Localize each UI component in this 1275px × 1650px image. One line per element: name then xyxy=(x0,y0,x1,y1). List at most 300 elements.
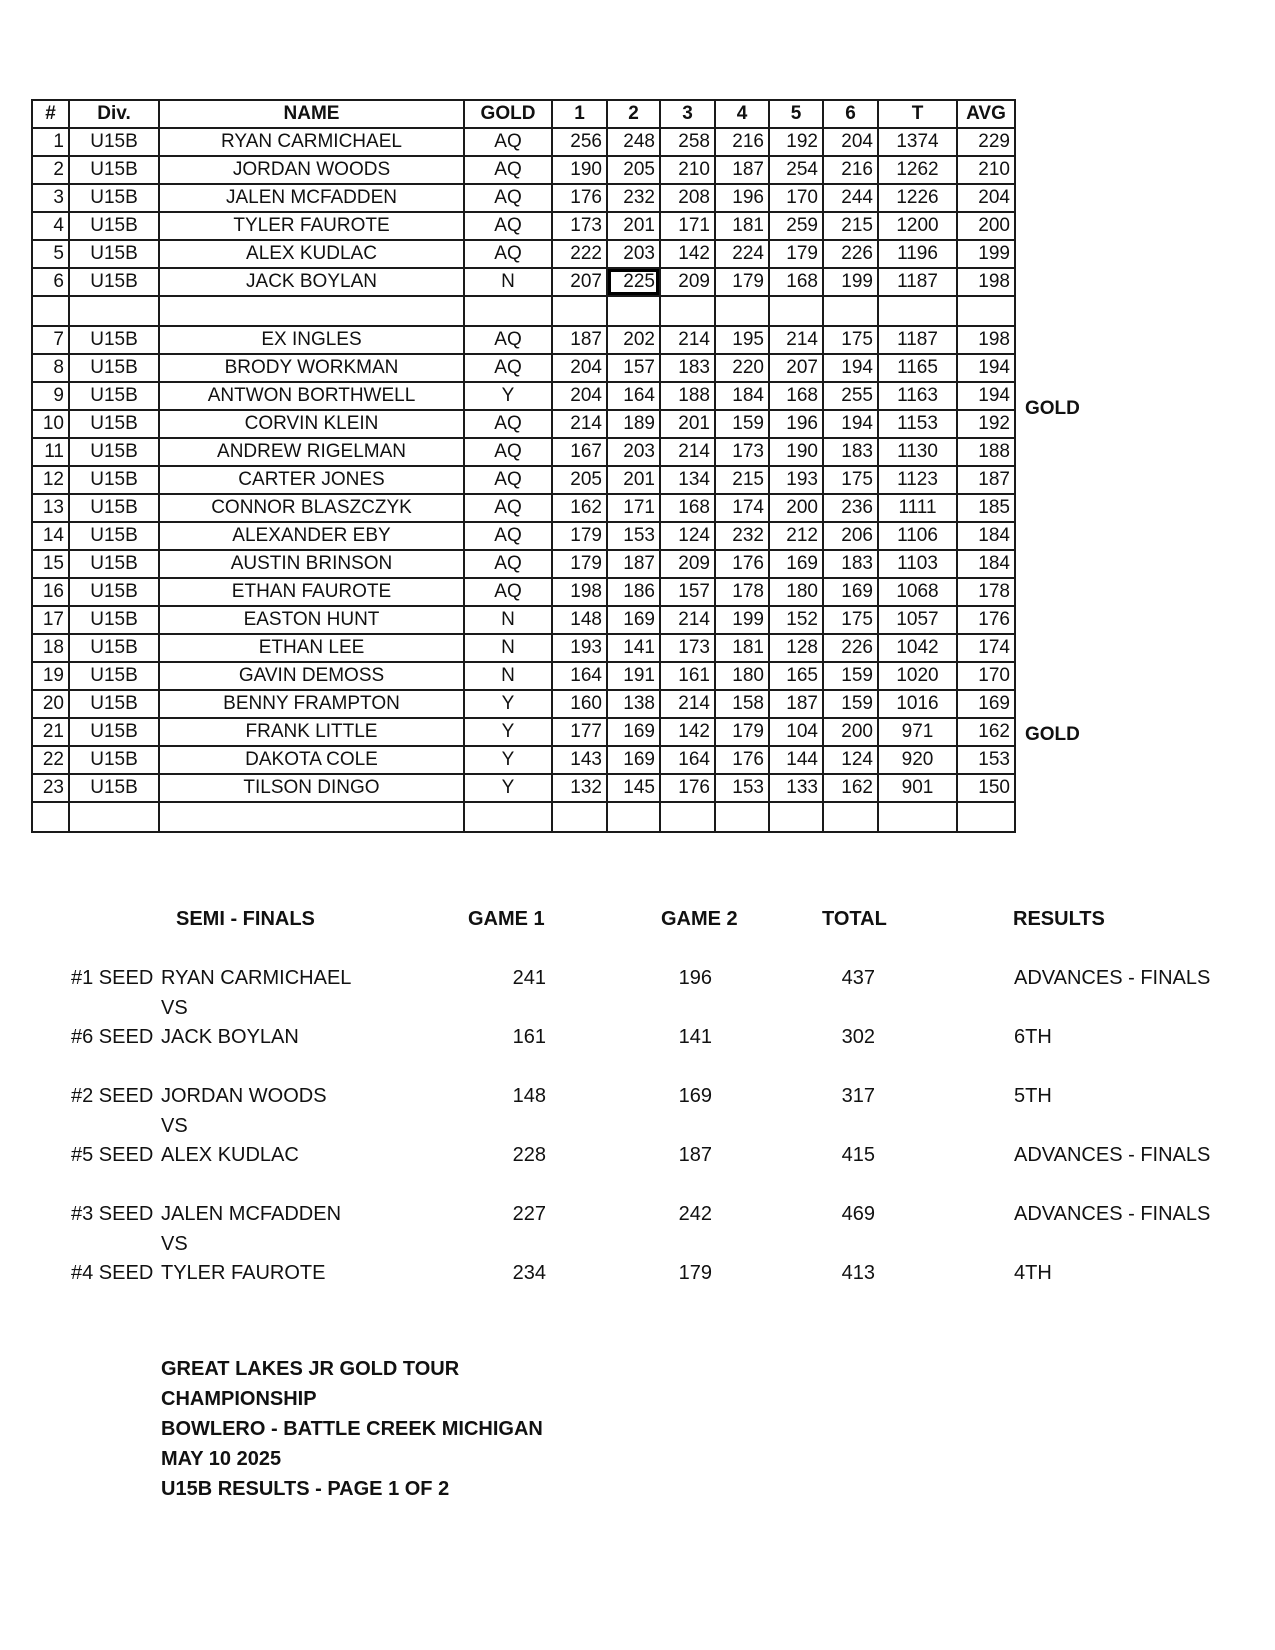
col-header-name: NAME xyxy=(159,100,464,128)
cell-division: U15B xyxy=(69,522,159,550)
cell-rank: 21 xyxy=(32,718,69,746)
cell-game-1: 167 xyxy=(552,438,607,466)
cell-rank: 19 xyxy=(32,662,69,690)
semifinal-game1: 161 xyxy=(512,1026,546,1048)
cell-division: U15B xyxy=(69,550,159,578)
cell-division: U15B xyxy=(69,212,159,240)
cell-gold: AQ xyxy=(464,156,552,184)
semifinal-game2: 242 xyxy=(678,1203,712,1225)
cell-game-2: 169 xyxy=(607,606,660,634)
cell-game-3: 188 xyxy=(660,382,715,410)
cell-total: 1106 xyxy=(878,522,957,550)
empty-cell xyxy=(715,802,769,832)
cell-name: JALEN MCFADDEN xyxy=(159,184,464,212)
cell-game-5: 259 xyxy=(769,212,823,240)
cell-average: 150 xyxy=(957,774,1015,802)
empty-cell xyxy=(552,296,607,326)
cell-rank: 1 xyxy=(32,128,69,156)
cell-gold: AQ xyxy=(464,212,552,240)
cell-rank: 5 xyxy=(32,240,69,268)
cell-total: 1016 xyxy=(878,690,957,718)
table-row xyxy=(32,212,1015,240)
col-header-game-4: 4 xyxy=(715,100,769,128)
event-line-1: GREAT LAKES JR GOLD TOUR xyxy=(161,1358,460,1380)
cell-game-2: 232 xyxy=(607,184,660,212)
cell-average: 169 xyxy=(957,690,1015,718)
cell-division: U15B xyxy=(69,634,159,662)
cell-game-3: 142 xyxy=(660,718,715,746)
cell-gold: AQ xyxy=(464,550,552,578)
table-row xyxy=(32,578,1015,606)
cell-rank: 7 xyxy=(32,326,69,354)
cell-name: ANTWON BORTHWELL xyxy=(159,382,464,410)
cell-division: U15B xyxy=(69,690,159,718)
cell-average: 185 xyxy=(957,494,1015,522)
cell-game-6: 175 xyxy=(823,466,878,494)
table-row xyxy=(32,240,1015,268)
cell-game-3: 173 xyxy=(660,634,715,662)
semifinal-total: 469 xyxy=(841,1203,875,1225)
cell-total: 1200 xyxy=(878,212,957,240)
semifinal-result: ADVANCES - FINALS xyxy=(1014,1203,1211,1225)
cell-game-3: 157 xyxy=(660,578,715,606)
cell-average: 162 xyxy=(957,718,1015,746)
semifinal-name: JALEN MCFADDEN xyxy=(161,1203,342,1225)
cell-name: JORDAN WOODS xyxy=(159,156,464,184)
cell-name: ALEXANDER EBY xyxy=(159,522,464,550)
cell-game-2: 141 xyxy=(607,634,660,662)
cell-game-3: 214 xyxy=(660,438,715,466)
cell-game-2: 157 xyxy=(607,354,660,382)
table-row xyxy=(32,184,1015,212)
cell-game-2: 153 xyxy=(607,522,660,550)
cell-average: 184 xyxy=(957,522,1015,550)
cell-game-4: 158 xyxy=(715,690,769,718)
cell-total: 1042 xyxy=(878,634,957,662)
cell-game-2: 191 xyxy=(607,662,660,690)
cell-game-5: 133 xyxy=(769,774,823,802)
cell-game-6: 226 xyxy=(823,634,878,662)
cell-rank: 6 xyxy=(32,268,69,296)
cell-game-4: 178 xyxy=(715,578,769,606)
empty-cell xyxy=(159,802,464,832)
cell-game-4: 216 xyxy=(715,128,769,156)
cell-total: 1187 xyxy=(878,326,957,354)
cell-game-2: 164 xyxy=(607,382,660,410)
cell-game-1: 176 xyxy=(552,184,607,212)
cell-average: 153 xyxy=(957,746,1015,774)
cell-division: U15B xyxy=(69,494,159,522)
cell-gold: AQ xyxy=(464,494,552,522)
cell-name: BENNY FRAMPTON xyxy=(159,690,464,718)
cell-division: U15B xyxy=(69,718,159,746)
cell-game-6: 159 xyxy=(823,690,878,718)
cell-rank: 13 xyxy=(32,494,69,522)
cell-name: DAKOTA COLE xyxy=(159,746,464,774)
table-spacer-row xyxy=(32,802,1015,832)
cell-total: 1103 xyxy=(878,550,957,578)
cell-game-4: 180 xyxy=(715,662,769,690)
cell-game-3: 183 xyxy=(660,354,715,382)
cell-game-4: 220 xyxy=(715,354,769,382)
gold-qualifier-tag: GOLD xyxy=(1025,398,1080,419)
table-row xyxy=(32,438,1015,466)
cell-game-4: 224 xyxy=(715,240,769,268)
cell-game-2: 225 xyxy=(607,268,660,296)
cell-game-1: 173 xyxy=(552,212,607,240)
cell-average: 187 xyxy=(957,466,1015,494)
cell-game-4: 187 xyxy=(715,156,769,184)
cell-game-4: 176 xyxy=(715,746,769,774)
semifinal-game2: 187 xyxy=(678,1144,712,1166)
semifinal-seed: #4 SEED xyxy=(71,1262,154,1284)
semifinal-game1: 234 xyxy=(512,1262,546,1284)
cell-name: ALEX KUDLAC xyxy=(159,240,464,268)
cell-game-1: 204 xyxy=(552,382,607,410)
cell-game-2: 189 xyxy=(607,410,660,438)
cell-game-4: 181 xyxy=(715,634,769,662)
cell-gold: AQ xyxy=(464,578,552,606)
cell-total: 1374 xyxy=(878,128,957,156)
semifinal-result: 4TH xyxy=(1014,1262,1052,1284)
empty-cell xyxy=(823,802,878,832)
cell-game-5: 168 xyxy=(769,382,823,410)
cell-average: 198 xyxy=(957,326,1015,354)
cell-rank: 8 xyxy=(32,354,69,382)
cell-gold: AQ xyxy=(464,128,552,156)
cell-total: 1262 xyxy=(878,156,957,184)
cell-game-5: 192 xyxy=(769,128,823,156)
cell-name: CORVIN KLEIN xyxy=(159,410,464,438)
cell-average: 194 xyxy=(957,382,1015,410)
cell-game-1: 190 xyxy=(552,156,607,184)
cell-game-6: 175 xyxy=(823,606,878,634)
cell-game-5: 214 xyxy=(769,326,823,354)
col-header-division: Div. xyxy=(69,100,159,128)
cell-total: 1163 xyxy=(878,382,957,410)
cell-game-6: 244 xyxy=(823,184,878,212)
semifinal-game1: 228 xyxy=(512,1144,546,1166)
cell-game-6: 183 xyxy=(823,550,878,578)
cell-rank: 10 xyxy=(32,410,69,438)
cell-division: U15B xyxy=(69,774,159,802)
cell-game-2: 201 xyxy=(607,212,660,240)
semifinal-seed: #6 SEED xyxy=(71,1026,154,1048)
cell-game-6: 226 xyxy=(823,240,878,268)
cell-game-1: 162 xyxy=(552,494,607,522)
cell-rank: 23 xyxy=(32,774,69,802)
cell-game-3: 168 xyxy=(660,494,715,522)
versus-label: VS xyxy=(161,1233,188,1255)
cell-game-6: 200 xyxy=(823,718,878,746)
cell-game-2: 187 xyxy=(607,550,660,578)
table-row xyxy=(32,522,1015,550)
semifinal-result: ADVANCES - FINALS xyxy=(1014,967,1211,989)
table-row xyxy=(32,774,1015,802)
cell-game-2: 171 xyxy=(607,494,660,522)
cell-game-2: 145 xyxy=(607,774,660,802)
event-line-2: CHAMPIONSHIP xyxy=(161,1388,317,1410)
cell-game-1: 164 xyxy=(552,662,607,690)
cell-game-2: 202 xyxy=(607,326,660,354)
cell-game-6: 159 xyxy=(823,662,878,690)
table-row xyxy=(32,746,1015,774)
cell-rank: 2 xyxy=(32,156,69,184)
semifinal-name: RYAN CARMICHAEL xyxy=(161,967,352,989)
cell-game-6: 194 xyxy=(823,354,878,382)
table-row xyxy=(32,268,1015,296)
col-header-average: AVG xyxy=(957,100,1015,128)
cell-gold: AQ xyxy=(464,522,552,550)
cell-average: 178 xyxy=(957,578,1015,606)
empty-cell xyxy=(957,296,1015,326)
cell-rank: 9 xyxy=(32,382,69,410)
semifinal-total: 437 xyxy=(841,967,875,989)
empty-cell xyxy=(464,296,552,326)
cell-gold: Y xyxy=(464,718,552,746)
cell-game-2: 169 xyxy=(607,718,660,746)
cell-gold: Y xyxy=(464,746,552,774)
cell-total: 1068 xyxy=(878,578,957,606)
empty-cell xyxy=(69,802,159,832)
col-header-total: T xyxy=(878,100,957,128)
cell-game-6: 169 xyxy=(823,578,878,606)
cell-game-1: 193 xyxy=(552,634,607,662)
standings-table xyxy=(31,99,1016,833)
cell-rank: 3 xyxy=(32,184,69,212)
cell-game-3: 209 xyxy=(660,550,715,578)
cell-game-1: 214 xyxy=(552,410,607,438)
cell-game-6: 162 xyxy=(823,774,878,802)
col-header-game-5: 5 xyxy=(769,100,823,128)
cell-game-5: 254 xyxy=(769,156,823,184)
cell-name: RYAN CARMICHAEL xyxy=(159,128,464,156)
cell-gold: AQ xyxy=(464,240,552,268)
cell-game-1: 179 xyxy=(552,550,607,578)
cell-gold: N xyxy=(464,606,552,634)
semifinal-game1: 148 xyxy=(512,1085,546,1107)
col-header-game-1: 1 xyxy=(552,100,607,128)
empty-cell xyxy=(823,296,878,326)
cell-rank: 22 xyxy=(32,746,69,774)
semifinal-name: TYLER FAUROTE xyxy=(161,1262,326,1284)
cell-game-3: 176 xyxy=(660,774,715,802)
cell-name: GAVIN DEMOSS xyxy=(159,662,464,690)
cell-total: 1226 xyxy=(878,184,957,212)
cell-game-4: 196 xyxy=(715,184,769,212)
event-line-4: MAY 10 2025 xyxy=(161,1448,282,1470)
empty-cell xyxy=(878,296,957,326)
semifinal-total: 413 xyxy=(841,1262,875,1284)
empty-cell xyxy=(607,802,660,832)
semifinal-game2: 196 xyxy=(678,967,712,989)
cell-gold: AQ xyxy=(464,184,552,212)
versus-label: VS xyxy=(161,1115,188,1137)
cell-game-3: 201 xyxy=(660,410,715,438)
table-row xyxy=(32,718,1015,746)
cell-rank: 17 xyxy=(32,606,69,634)
cell-name: EX INGLES xyxy=(159,326,464,354)
semifinals-total-header: TOTAL xyxy=(822,908,887,930)
cell-game-1: 198 xyxy=(552,578,607,606)
cell-division: U15B xyxy=(69,128,159,156)
table-row xyxy=(32,326,1015,354)
empty-cell xyxy=(159,296,464,326)
semifinal-total: 317 xyxy=(841,1085,875,1107)
cell-game-5: 152 xyxy=(769,606,823,634)
cell-game-1: 256 xyxy=(552,128,607,156)
cell-game-5: 207 xyxy=(769,354,823,382)
semifinal-game2: 179 xyxy=(678,1262,712,1284)
cell-game-5: 170 xyxy=(769,184,823,212)
cell-total: 1111 xyxy=(878,494,957,522)
cell-game-5: 190 xyxy=(769,438,823,466)
cell-gold: N xyxy=(464,662,552,690)
cell-average: 200 xyxy=(957,212,1015,240)
cell-gold: AQ xyxy=(464,438,552,466)
table-row xyxy=(32,410,1015,438)
cell-name: BRODY WORKMAN xyxy=(159,354,464,382)
cell-division: U15B xyxy=(69,268,159,296)
table-row xyxy=(32,354,1015,382)
cell-game-3: 164 xyxy=(660,746,715,774)
cell-game-5: 212 xyxy=(769,522,823,550)
cell-game-6: 194 xyxy=(823,410,878,438)
cell-game-3: 124 xyxy=(660,522,715,550)
cell-gold: Y xyxy=(464,774,552,802)
gold-qualifier-tag: GOLD xyxy=(1025,724,1080,745)
cell-game-5: 200 xyxy=(769,494,823,522)
cell-division: U15B xyxy=(69,156,159,184)
cell-total: 1130 xyxy=(878,438,957,466)
semifinal-seed: #1 SEED xyxy=(71,967,154,989)
cell-total: 1153 xyxy=(878,410,957,438)
cell-game-2: 169 xyxy=(607,746,660,774)
table-row xyxy=(32,382,1015,410)
cell-game-6: 199 xyxy=(823,268,878,296)
semifinal-game2: 169 xyxy=(678,1085,712,1107)
cell-name: ANDREW RIGELMAN xyxy=(159,438,464,466)
semifinal-seed: #3 SEED xyxy=(71,1203,154,1225)
table-row xyxy=(32,662,1015,690)
semifinal-name: ALEX KUDLAC xyxy=(161,1144,299,1166)
cell-total: 971 xyxy=(878,718,957,746)
cell-division: U15B xyxy=(69,326,159,354)
cell-average: 199 xyxy=(957,240,1015,268)
table-row xyxy=(32,494,1015,522)
cell-game-3: 258 xyxy=(660,128,715,156)
cell-gold: AQ xyxy=(464,410,552,438)
empty-cell xyxy=(660,296,715,326)
cell-game-2: 201 xyxy=(607,466,660,494)
cell-game-1: 179 xyxy=(552,522,607,550)
empty-cell xyxy=(878,802,957,832)
cell-game-4: 176 xyxy=(715,550,769,578)
cell-game-5: 196 xyxy=(769,410,823,438)
cell-division: U15B xyxy=(69,578,159,606)
cell-game-2: 203 xyxy=(607,438,660,466)
cell-game-5: 128 xyxy=(769,634,823,662)
cell-name: ETHAN FAUROTE xyxy=(159,578,464,606)
cell-game-4: 153 xyxy=(715,774,769,802)
cell-total: 1123 xyxy=(878,466,957,494)
semifinal-name: JACK BOYLAN xyxy=(161,1026,299,1048)
semifinal-total: 415 xyxy=(841,1144,875,1166)
cell-game-4: 215 xyxy=(715,466,769,494)
cell-game-4: 232 xyxy=(715,522,769,550)
cell-game-2: 248 xyxy=(607,128,660,156)
empty-cell xyxy=(715,296,769,326)
cell-total: 1196 xyxy=(878,240,957,268)
cell-game-6: 204 xyxy=(823,128,878,156)
cell-game-6: 183 xyxy=(823,438,878,466)
semifinal-game2: 141 xyxy=(678,1026,712,1048)
cell-game-1: 148 xyxy=(552,606,607,634)
table-header-row xyxy=(32,100,1015,128)
cell-name: TILSON DINGO xyxy=(159,774,464,802)
table-row xyxy=(32,128,1015,156)
cell-game-3: 210 xyxy=(660,156,715,184)
cell-game-2: 186 xyxy=(607,578,660,606)
cell-rank: 15 xyxy=(32,550,69,578)
cell-game-1: 143 xyxy=(552,746,607,774)
cell-division: U15B xyxy=(69,410,159,438)
cell-rank: 11 xyxy=(32,438,69,466)
table-row xyxy=(32,690,1015,718)
cell-gold: Y xyxy=(464,382,552,410)
cell-game-5: 165 xyxy=(769,662,823,690)
cell-game-3: 161 xyxy=(660,662,715,690)
cell-gold: AQ xyxy=(464,466,552,494)
cell-game-4: 179 xyxy=(715,718,769,746)
cell-name: JACK BOYLAN xyxy=(159,268,464,296)
cell-division: U15B xyxy=(69,438,159,466)
cell-game-4: 195 xyxy=(715,326,769,354)
col-header-rank: # xyxy=(32,100,69,128)
cell-name: ETHAN LEE xyxy=(159,634,464,662)
table-body xyxy=(32,128,1015,832)
cell-division: U15B xyxy=(69,606,159,634)
cell-total: 1020 xyxy=(878,662,957,690)
cell-game-5: 179 xyxy=(769,240,823,268)
cell-average: 170 xyxy=(957,662,1015,690)
cell-average: 204 xyxy=(957,184,1015,212)
cell-game-4: 184 xyxy=(715,382,769,410)
cell-game-1: 132 xyxy=(552,774,607,802)
cell-game-3: 171 xyxy=(660,212,715,240)
event-line-3: BOWLERO - BATTLE CREEK MICHIGAN xyxy=(161,1418,543,1440)
semifinals-results-header: RESULTS xyxy=(1013,908,1105,930)
cell-game-2: 203 xyxy=(607,240,660,268)
cell-gold: N xyxy=(464,268,552,296)
cell-rank: 16 xyxy=(32,578,69,606)
cell-game-1: 222 xyxy=(552,240,607,268)
cell-game-3: 134 xyxy=(660,466,715,494)
semifinal-game1: 227 xyxy=(512,1203,546,1225)
cell-division: U15B xyxy=(69,240,159,268)
cell-total: 1165 xyxy=(878,354,957,382)
cell-game-4: 179 xyxy=(715,268,769,296)
semifinal-total: 302 xyxy=(841,1026,875,1048)
cell-name: CARTER JONES xyxy=(159,466,464,494)
cell-game-3: 214 xyxy=(660,690,715,718)
cell-name: EASTON HUNT xyxy=(159,606,464,634)
cell-game-5: 187 xyxy=(769,690,823,718)
semifinals-title: SEMI - FINALS xyxy=(176,908,315,930)
table-row xyxy=(32,156,1015,184)
cell-average: 174 xyxy=(957,634,1015,662)
cell-game-6: 236 xyxy=(823,494,878,522)
